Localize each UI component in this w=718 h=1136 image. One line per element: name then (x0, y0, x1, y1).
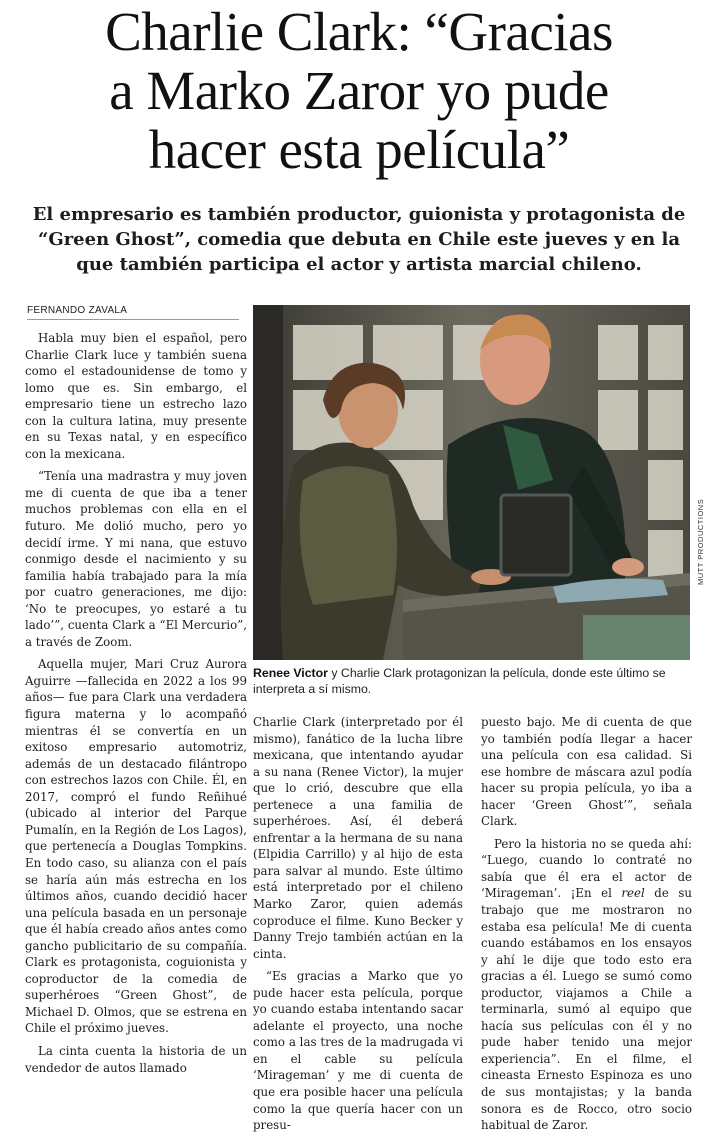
paragraph: “Tenía una madrastra y muy joven me di cuenta de que iba a tener muchos problemas con ella en el futuro. Me dolió mucho, pero yo decidí irme. Y mi nana, que estuvo conmigo desde el nacimiento y su familia había trabajado para la mía por cuatro generaciones, me dijo: ‘No te preocupes, yo estaré a tu lado’”, cuenta Clark a “El Mercurio”, a través de Zoom. (25, 469, 247, 649)
article-photo (253, 305, 690, 660)
paragraph-part: de su trabajo que me mostraron no estaba esa película! Me di cuenta cuando estábamos en los ensayos y ahí le dije que todo esto era gracias a él. Luego se sumó como productor, viajamos a Chile a terminarla, sumó al equipo que hacía sus películas con él y no pude haber tenido una mejor experiencia”. En el filme, el cineasta Ernesto Espinoza es uno de sus montajistas; y la banda sonora es de Rocco, otro socio habitual de Zaror. (481, 886, 692, 1133)
photo-caption (253, 665, 693, 697)
tablet-frame (501, 495, 571, 575)
headline-line-2: a Marko Zaror yo pude (109, 60, 609, 121)
caption-text: y Charlie Clark protagonizan la película, donde este último se interpreta a sí mismo. (253, 666, 666, 696)
subheadline-line-3: que también participa el actor y artista marcial chileno. (76, 254, 642, 275)
headline-line-3: hacer esta película” (148, 119, 570, 180)
patterned-cloth (583, 615, 690, 660)
photo-credit: MUTT PRODUCTIONS (696, 498, 705, 585)
headline-line-1: Charlie Clark: “Gracias (105, 1, 613, 62)
byline: FERNANDO ZAVALA (27, 305, 128, 316)
headline (0, 2, 718, 179)
byline-divider (27, 319, 239, 320)
paragraph: Habla muy bien el español, pero Charlie Clark luce y también suena como el estadounidense de tomo y lomo que es. Sin embargo, el empresario tiene un estrecho lazo con la cultura latina, muy presente en su Texas natal, y en específico con la mexicana. (25, 331, 247, 461)
wooden-post (253, 305, 283, 660)
paragraph-part: Pero la historia no se queda ahí: “Luego, cuando lo contraté no sabía que él era el actor de ‘Mirageman’. ¡En el (481, 836, 692, 901)
paragraph: La cinta cuenta la historia de un vendedor de autos llamado (25, 1043, 247, 1075)
caption-name: Renee Victor (253, 666, 328, 680)
subheadline-line-2: “Green Ghost”, comedia que debuta en Chile este jueves y en la (37, 229, 681, 250)
subheadline (14, 202, 704, 277)
article-column-1 (25, 330, 247, 1076)
article-column-3 (481, 714, 692, 1134)
paragraph: puesto bajo. Me di cuenta de que yo también podía llegar a hacer una película con esa calidad. Si ese hombre de máscara azul podía hacer su propia película, yo iba a hacer ‘Green Ghost’”, señala Clark. (481, 715, 692, 829)
paragraph: Charlie Clark (interpretado por él mismo), fanático de la lucha libre mexicana, que intentando ayudar a su nana (Renee Victor), la mujer que lo crió, descubre que ella pertenece a una familia de superhéroes. Así, él deberá enfrentar a la hermana de su nana (Elpidia Carrillo) y al hijo de esta para salvar al mundo. Este último está interpretado por el chileno Marko Zaror, quien además coproduce el filme. Kuno Becker y Danny Trejo también actúan en la cinta. (253, 715, 463, 961)
article-column-2 (253, 714, 463, 1134)
photo-illustration (253, 305, 690, 660)
paragraph (481, 836, 692, 1134)
subheadline-line-1: El empresario es también productor, guionista y protagonista de (32, 204, 686, 225)
italic-term: reel (621, 886, 645, 901)
paragraph: Aquella mujer, Mari Cruz Aurora Aguirre —fallecida en 2022 a los 99 años— fue para Clark una verdadera figura materna y lo acompañó mientras él se convertía en un exitoso empresario automotriz, además de un destacado filántropo con estrechos lazos con Chile. Él, en 2017, compró el fundo Reñihué (ubicado al interior del Parque Pumalín, en la Región de Los Lagos), que pertenecía a Douglas Tompkins. En todo caso, su alianza con el país se haría aún más estrecha en los últimos años, cuando decidió hacer una película basada en un personaje que él había creado años antes como gancho publicitario de su compañía. Clark es protagonista, coguionista y coproductor de la comedia de superhéroes “Green Ghost”, de Michael D. Olmos, que se estrena en Chile el próximo jueves. (25, 657, 247, 1036)
paragraph: “Es gracias a Marko que yo pude hacer esta película, porque yo cuando estaba intentando sacar adelante el proyecto, una noche como a las tres de la madrugada vi en el cable su película ‘Mirageman’ y me di cuenta de que era posible hacer una película como la que quería hacer con un presu- (253, 969, 463, 1133)
